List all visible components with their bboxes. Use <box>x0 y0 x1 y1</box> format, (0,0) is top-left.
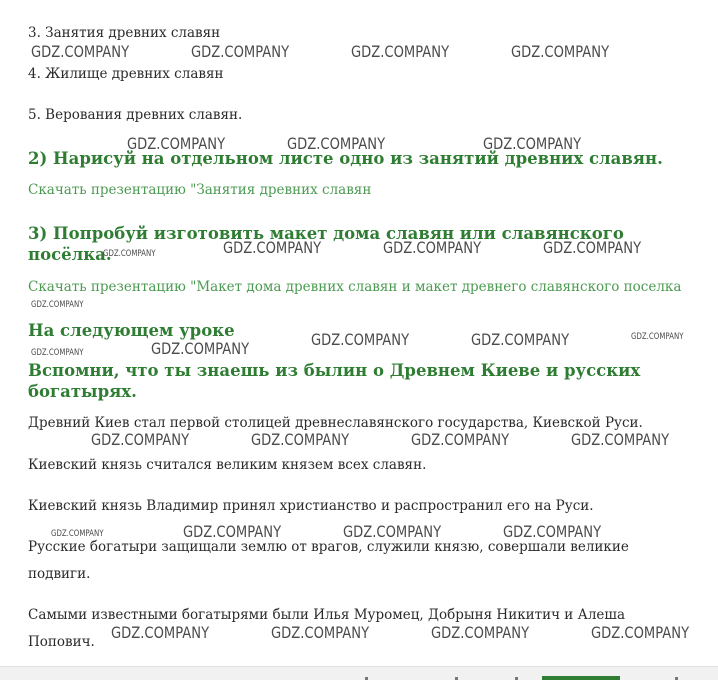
watermark: GDZ.COMPANY <box>351 42 450 61</box>
watermark: GDZ.COMPANY <box>31 42 130 61</box>
watermark: GDZ.COMPANY <box>471 330 570 349</box>
watermark: GDZ.COMPANY <box>271 623 370 642</box>
watermark: GDZ.COMPANY <box>431 623 530 642</box>
watermark: GDZ.COMPANY <box>183 522 282 541</box>
watermark-small: GDZ.COMPANY <box>31 300 84 310</box>
paragraph-vladimir: Киевский князь Владимир принял христианство и распространил его на Руси. <box>28 498 594 514</box>
watermark: GDZ.COMPANY <box>151 339 250 358</box>
watermark: GDZ.COMPANY <box>383 238 482 257</box>
paragraph-kiev-capital: Древний Киев стал первой столицей древнеславянского государства, Киевской Руси. <box>28 415 643 431</box>
watermark: GDZ.COMPANY <box>91 430 190 449</box>
list-item-beliefs: 5. Верования древних славян. <box>28 107 243 123</box>
watermark: GDZ.COMPANY <box>483 134 582 153</box>
download-occupations-presentation-link[interactable]: Скачать презентацию "Занятия древних славян <box>28 182 372 198</box>
watermark: GDZ.COMPANY <box>191 42 290 61</box>
watermark: GDZ.COMPANY <box>223 238 322 257</box>
list-item-dwelling: 4. Жилище древних славян <box>28 66 224 82</box>
watermark: GDZ.COMPANY <box>511 42 610 61</box>
watermark-small: GDZ.COMPANY <box>631 332 684 342</box>
next-lesson-question: Вспомни, что ты знаешь из былин о Древнем Киеве и русских богатырях. <box>28 361 641 401</box>
watermark: GDZ.COMPANY <box>503 522 602 541</box>
watermark: GDZ.COMPANY <box>127 134 226 153</box>
task-3-heading: 3) Попробуй изготовить макет дома славян или славянского посёлка. <box>28 224 624 264</box>
bottom-button[interactable] <box>542 676 620 680</box>
watermark: GDZ.COMPANY <box>343 522 442 541</box>
task-2-heading: 2) Нарисуй на отдельном листе одно из занятий древних славян. <box>28 149 663 168</box>
watermark: GDZ.COMPANY <box>411 430 510 449</box>
watermark: GDZ.COMPANY <box>543 238 642 257</box>
download-house-model-presentation-link[interactable]: Скачать презентацию "Макет дома древних славян и макет древнего славянского поселка <box>28 279 682 295</box>
paragraph-kiev-prince: Киевский князь считался великим князем всех славян. <box>28 457 427 473</box>
watermark: GDZ.COMPANY <box>571 430 670 449</box>
list-item-occupations: 3. Занятия древних славян <box>28 25 221 41</box>
next-lesson-heading: На следующем уроке <box>28 321 235 340</box>
watermark-small: GDZ.COMPANY <box>31 348 84 358</box>
paragraph-bogatyrs: Русские богатыри защищали землю от врагов, служили князю, совершали великие подвиги. <box>28 539 629 582</box>
watermark: GDZ.COMPANY <box>287 134 386 153</box>
watermark-small: GDZ.COMPANY <box>103 249 156 259</box>
watermark: GDZ.COMPANY <box>311 330 410 349</box>
watermark: GDZ.COMPANY <box>251 430 350 449</box>
paragraph-famous-bogatyrs: Самыми известными богатырями были Илья Муромец, Добрыня Никитич и Алеша Попович. <box>28 607 625 650</box>
watermark-small: GDZ.COMPANY <box>51 529 104 539</box>
watermark: GDZ.COMPANY <box>111 623 210 642</box>
watermark: GDZ.COMPANY <box>591 623 690 642</box>
